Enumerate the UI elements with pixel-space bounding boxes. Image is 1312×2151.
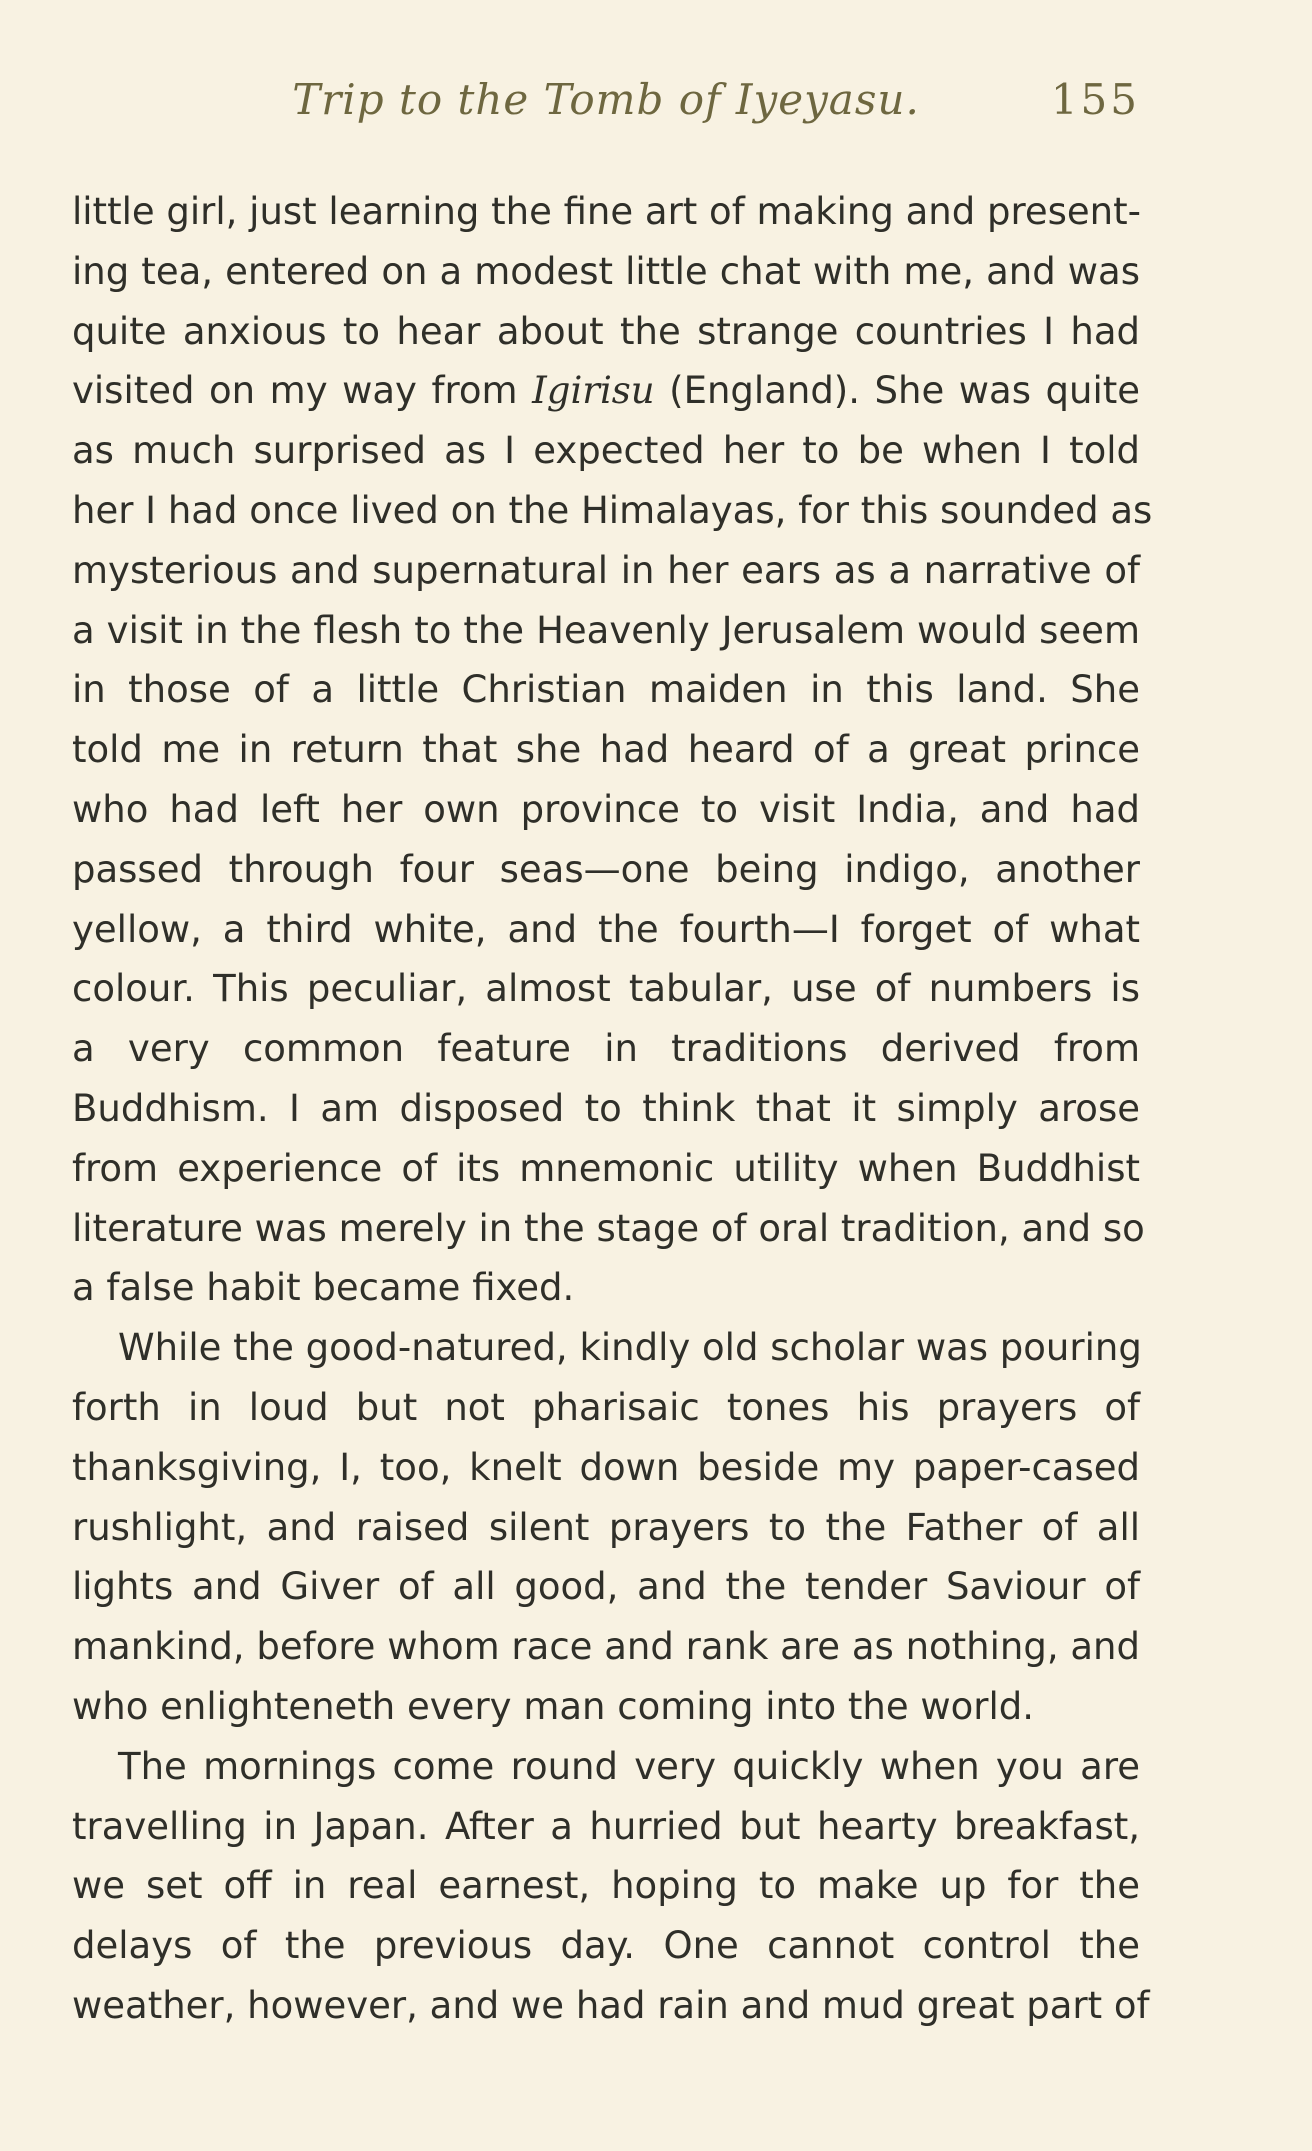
body-text: [72, 182, 1153, 2036]
text-line: we set off in real earnest, hoping to make up for the: [72, 1864, 1140, 1908]
text-line: thanksgiving, I, too, knelt down beside my paper-cased: [72, 1445, 1140, 1489]
text-line: While the good-natured, kindly old scholar was pouring: [118, 1326, 1142, 1370]
text-line: weather, however, and we had rain and mud great part of: [72, 1983, 1150, 2027]
text-line: lights and Giver of all good, and the tender Saviour of: [72, 1565, 1140, 1609]
running-head: Trip to the Tomb of Iyeyasu.: [292, 75, 920, 124]
text-line: delays of the previous day. One cannot control the: [72, 1924, 1140, 1968]
text-line: told me in return that she had heard of a great prince: [72, 728, 1140, 772]
text-line: a false habit became fixed.: [72, 1266, 575, 1310]
text-line: mysterious and supernatural in her ears as a narrative of: [72, 548, 1140, 592]
page-header: [72, 70, 1140, 130]
text-line: The mornings come round very quickly when you are: [118, 1744, 1140, 1788]
italic-word: Igirisu: [532, 369, 655, 413]
text-line: literature was merely in the stage of oral tradition, and so: [72, 1206, 1145, 1250]
text-line: passed through four seas—one being indigo, another: [72, 847, 1140, 891]
text-line: who enlighteneth every man coming into the world.: [72, 1684, 1034, 1728]
text-line: colour. This peculiar, almost tabular, use of numbers is: [72, 967, 1140, 1011]
text-segment: (England). She was quite: [669, 369, 1141, 413]
text-line: yellow, a third white, and the fourth—I forget of what: [72, 907, 1140, 951]
text-line: travelling in Japan. After a hurried but hearty breakfast,: [72, 1804, 1140, 1848]
text-line: a visit in the flesh to the Heavenly Jerusalem would seem: [72, 608, 1140, 652]
text-line: [72, 361, 1140, 421]
text-line: her I had once lived on the Himalayas, for this sounded as: [72, 488, 1153, 532]
text-line: forth in loud but not pharisaic tones his prayers of: [72, 1385, 1140, 1429]
text-line: as much surprised as I expected her to be when I told: [72, 429, 1140, 473]
text-line: from experience of its mnemonic utility when Buddhist: [72, 1146, 1140, 1190]
text-line: mankind, before whom race and rank are as nothing, and: [72, 1625, 1140, 1669]
text-line: who had left her own province to visit India, and had: [72, 787, 1140, 831]
page-number: 155: [1050, 75, 1140, 124]
text-line: rushlight, and raised silent prayers to the Father of all: [72, 1505, 1140, 1549]
text-line: in those of a little Christian maiden in this land. She: [72, 668, 1140, 712]
text-line: a very common feature in traditions derived from: [72, 1027, 1140, 1071]
text-line: quite anxious to hear about the strange countries I had: [72, 309, 1140, 353]
text-line: Buddhism. I am disposed to think that it simply arose: [72, 1086, 1140, 1130]
text-segment: visited on my way from: [72, 369, 518, 413]
text-line: ing tea, entered on a modest little chat with me, and was: [72, 249, 1140, 293]
text-line: little girl, just learning the fine art of making and present-: [72, 190, 1141, 233]
